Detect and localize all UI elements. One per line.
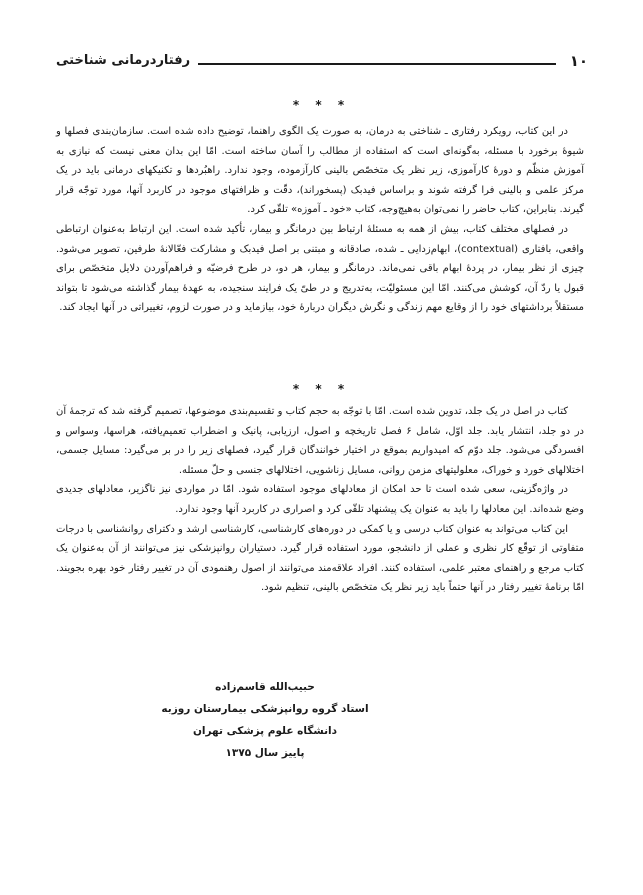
author-position: استاد گروه روانپزشکی بیمارستان روزبه bbox=[161, 703, 369, 715]
paragraph: در واژه‌گزینی، سعی شده است تا حد امکان از معادلهای موجود استفاده شود. امّا در مواردی نیز ناگزیر، معادلهای جدیدی وضع شده‌اند. این معادلها را باید به عنوان یک پیشنهاد تلقّی کرد و اصراری در کاربرد آنها وجود ندارد. bbox=[56, 484, 584, 515]
section-separator: * * * bbox=[292, 382, 351, 396]
paragraph: در فصلهای مختلف کتاب، بیش از همه به مسئلهٔ ارتباط بین درمانگر و بیمار، تأکید شده است. این ارتباط به‌عنوان ارتباطی واقعی، بافتاری (contextual)، ابهام‌زدایی ـ شده، صادقانه و مبتنی بر اصل فیدبک و مشارکت فعّالانهٔ طرفین، تصویر می‌شود. چیزی از نظر بیمار، در پردهٔ ابهام باقی نمی‌ماند. درمانگر و بیمار، هر دو، در طرح فرضیّه و فراهم‌آوردن دلایل متخصّص برای قبول یا ردّ آن، کوشش می‌کنند. امّا این مسئولیّت، به‌تدریج و در طیّ یک فرایند سنجیده، به عهدهٔ بیمار گذاشته می‌شود تا بتواند مستقلاً برداشتهای خود را از وقایع مهم زندگی و نگرش دیگران دربارهٔ خود، بیازماید و در صورت لزوم، تغییراتی در آنها ایجاد کند. bbox=[56, 223, 584, 314]
paragraph: در این کتاب، رویکرد رفتاری ـ شناختی به درمان، به صورت یک الگوی راهنما، توضیح داده شده است. سازمان‌بندی فصلها و شیوهٔ برخورد با مسئله، به‌گونه‌ای است که استفاده از مطالب را آسان ساخته است. امّا این بدان معنی نیست که نیازی به آموزش منظّم و دورهٔ کارآموزی، زیر نظر یک متخصّص بالینی کارآزموده، وجود ندارد. راهبُردها و تکنیکهای درمانی باید در یک مرکز علمی و بالینی فرا گرفته شوند و براساس فیدبک (پسخوراند)، دقّت و ظرافتهای موجود در کاربرد آنها، مورد توجّه قرار گیرند. بنابراین، کتاب حاضر را نمی‌توان به‌هیچ‌وجه، کتاب «خود ـ آموزه» تلقّی کرد. bbox=[56, 126, 584, 216]
header-rule bbox=[198, 63, 556, 65]
paragraph: این کتاب می‌تواند به عنوان کتاب درسی و یا کمکی در دوره‌های کارشناسی، کارشناسی ارشد و دکترای روانشناسی با درجات متفاوتی از توقّع کار نظری و عملی از دانشجو، مورد استفاده قرار گیرد. دستیاران روانپزشکی نیز می‌توانند از آن به‌عنوان یک کتاب مرجع و راهنمای معتبر علمی، استفاده کنند. افراد علاقه‌مند می‌توانند از اصول رهنمودی آن در تغییر رفتار خود بهره بجویند. امّا برنامهٔ تغییر رفتار در آنها حتماً باید زیر نظر یک متخصّص بالینی، تنظیم شود. bbox=[56, 523, 584, 594]
section-1 bbox=[56, 122, 584, 318]
author-university: دانشگاه علوم پزشکی تهران bbox=[192, 725, 338, 737]
page-header bbox=[48, 52, 596, 74]
author-name: حبیب‌الله قاسم‌زاده bbox=[215, 681, 315, 693]
running-title: رفتاردرمانی شناختی bbox=[56, 53, 191, 68]
page-number: ۱۰ bbox=[569, 52, 588, 70]
paragraph: کتاب در اصل در یک جلد، تدوین شده است. امّا با توجّه به حجم کتاب و تقسیم‌بندی موضوعها، تصمیم گرفته شد که ترجمهٔ آن در دو جلد، انتشار یابد. جلد اوّل، شامل ۶ فصل تاریخچه و اصول، ارزیابی، پانیک و اضطراب تعمیم‌یافته، هراسها، وسواس و افسردگی می‌شود. جلد دوّم که امیدواریم بموقع در اختیار خوانندگان قرار گیرد، فصلهای زیر را در بر می‌گیرد: مسایل جسمی، اختلالهای خورد و خوراک، معلولیتهای مزمن روانی، مسایل زناشویی، اختلالهای جنسی و حلّ مسئله. bbox=[56, 406, 584, 476]
signature-date: پاییز سال ۱۳۷۵ bbox=[225, 747, 305, 759]
signature-block bbox=[150, 676, 380, 764]
section-separator: * * * bbox=[292, 98, 351, 112]
section-2 bbox=[56, 402, 584, 598]
